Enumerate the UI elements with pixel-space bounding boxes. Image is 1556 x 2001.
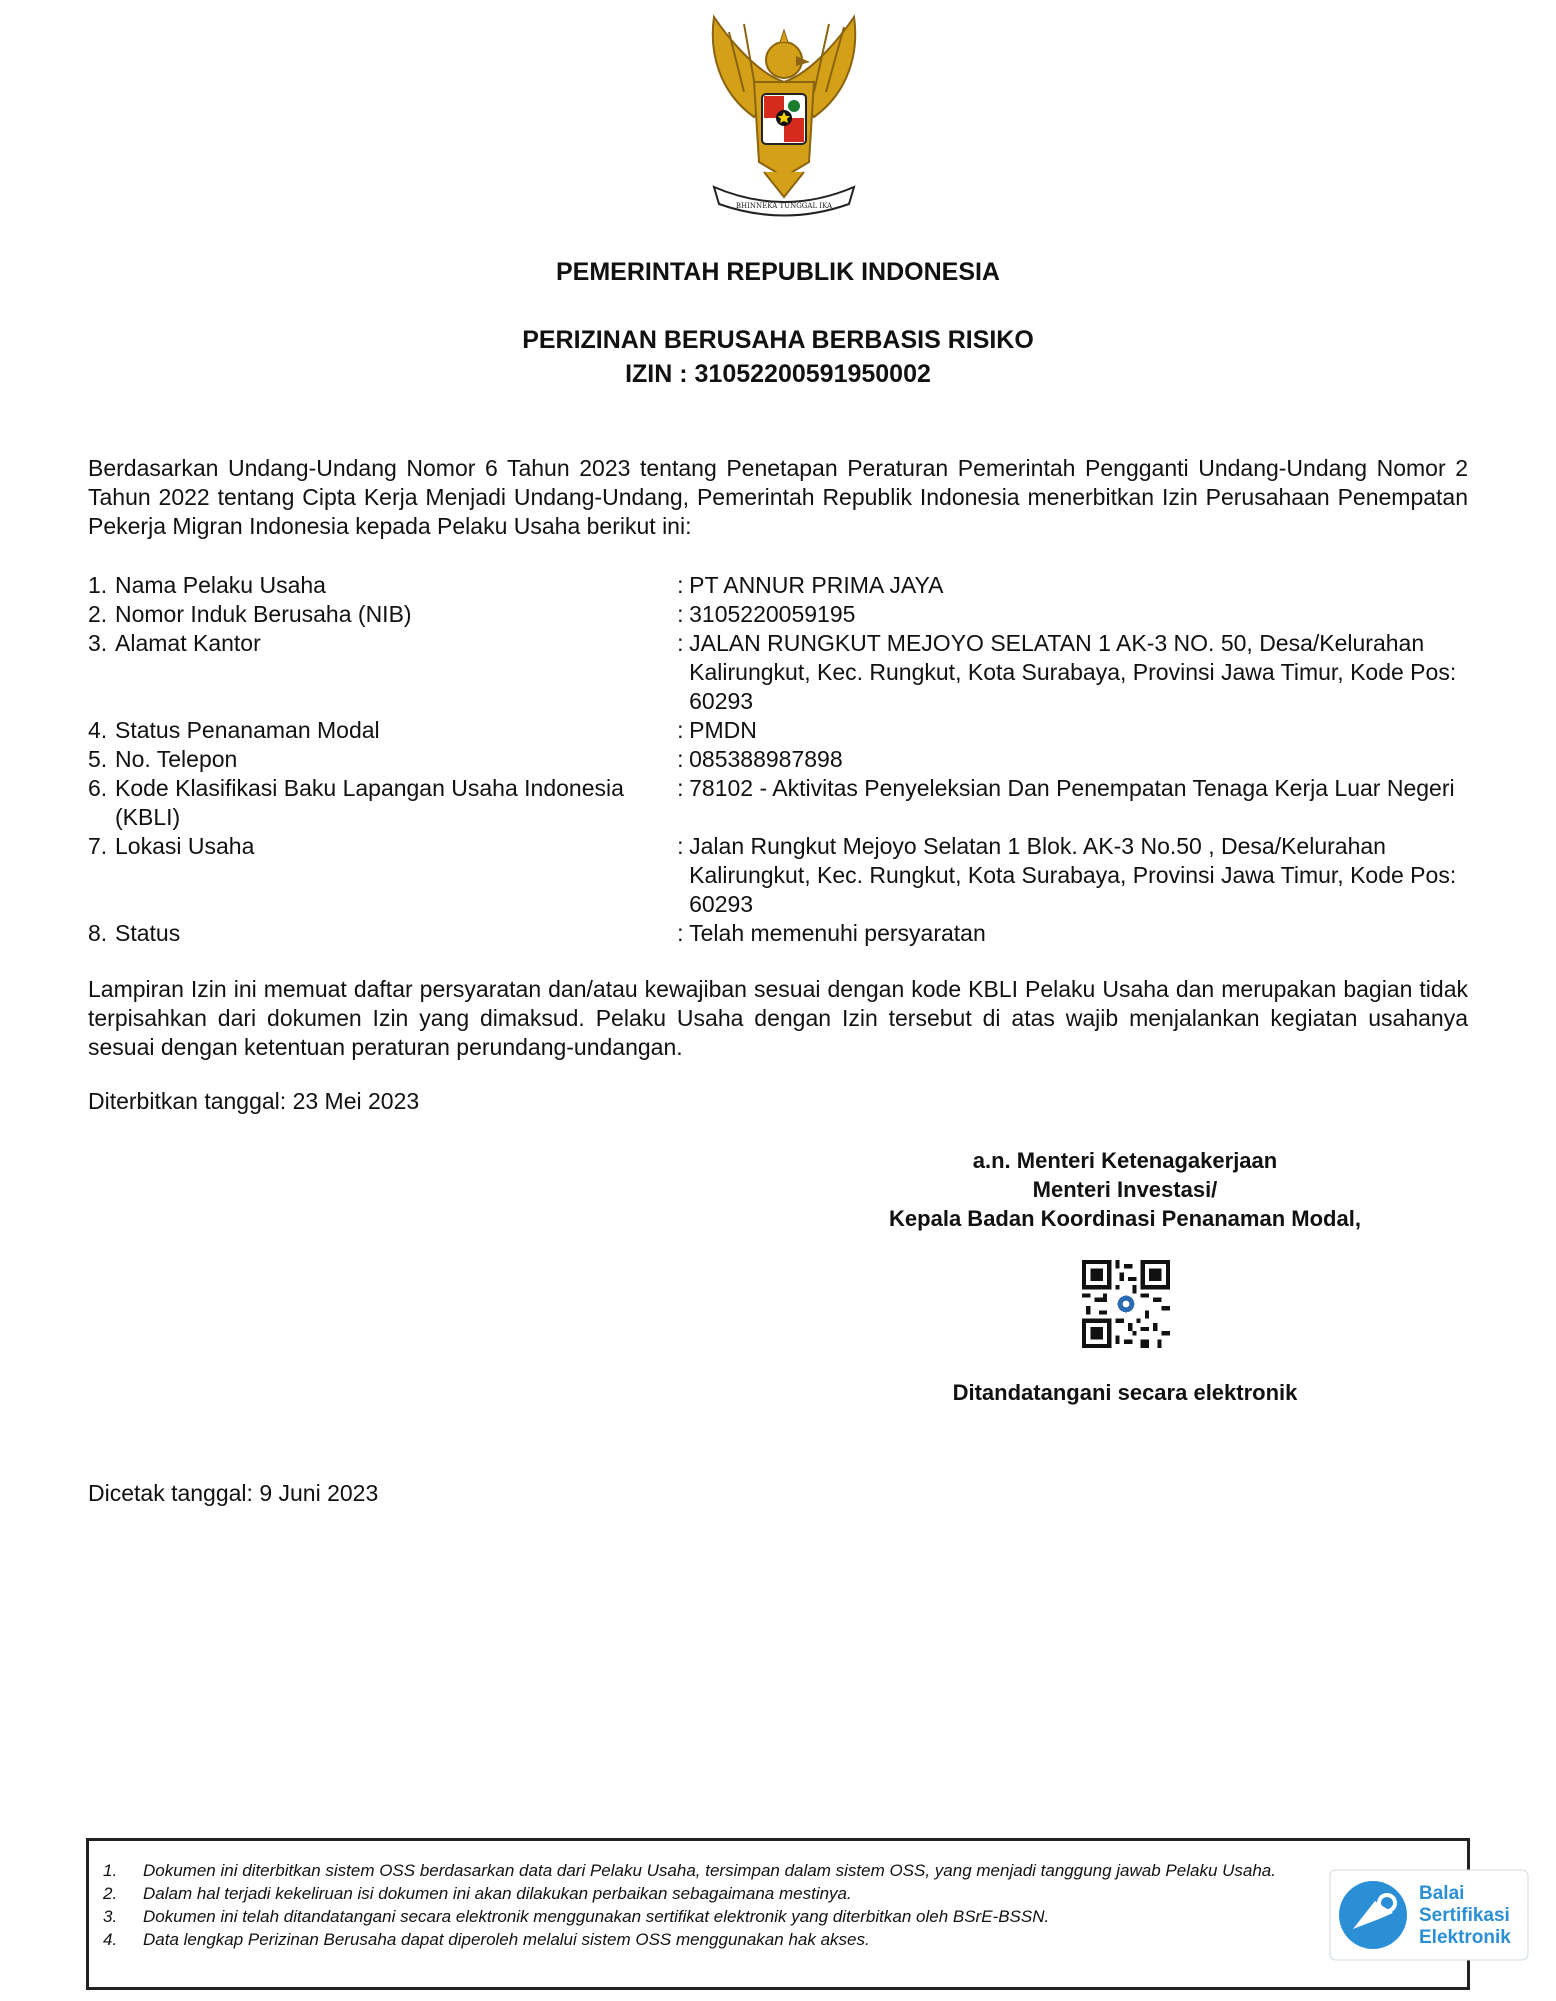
bse-logo-icon [1329, 1869, 1529, 1961]
field-label-text: Nama Pelaku Usaha [115, 572, 326, 598]
field-label-text: No. Telepon [115, 746, 238, 772]
field-row [88, 774, 1468, 832]
field-label [88, 919, 677, 948]
bse-logo-line-2: Sertifikasi [1419, 1905, 1510, 1926]
signatory-block [840, 1146, 1410, 1233]
footer-note-number: 4. [103, 1930, 118, 1949]
footer-note-text: Data lengkap Perizinan Berusaha dapat diperoleh melalui sistem OSS menggunakan hak akses. [143, 1930, 870, 1949]
bse-logo-line-3: Elektronik [1419, 1927, 1511, 1948]
field-label-text: Lokasi Usaha [115, 833, 255, 859]
field-value: Jalan Rungkut Mejoyo Selatan 1 Blok. AK-3 No.50 , Desa/Kelurahan Kalirungkut, Kec. Rungkut, Kota Surabaya, Provinsi Jawa Timur, Kode Pos: 60293 [689, 833, 1457, 917]
emblem-motto: BHINNEKA TUNGGAL IKA [735, 202, 833, 210]
field-colon: : [677, 717, 684, 743]
field-label [88, 629, 677, 716]
field-label-text: Status [115, 920, 181, 946]
field-value: PMDN [689, 717, 757, 743]
signatory-line-3: Kepala Badan Koordinasi Penanaman Modal, [889, 1206, 1361, 1231]
footer-note-text: Dokumen ini telah ditandatangani secara elektronik menggunakan sertifikat elektronik yang diterbitkan oleh BSrE-BSSN. [143, 1907, 1050, 1926]
field-value: 78102 - Aktivitas Penyeleksian Dan Penempatan Tenaga Kerja Luar Negeri [689, 775, 1455, 801]
signed-electronically-note: Ditandatangani secara elektronik [952, 1380, 1298, 1405]
field-value: PT ANNUR PRIMA JAYA [689, 572, 944, 598]
garuda-emblem-icon [684, 12, 884, 222]
field-value: Telah memenuhi persyaratan [689, 920, 986, 946]
field-colon: : [677, 601, 684, 627]
footer-note-number: 3. [103, 1907, 118, 1926]
footer-notes-list [103, 1859, 1333, 1951]
field-label [88, 774, 677, 832]
intro-paragraph: Berdasarkan Undang-Undang Nomor 6 Tahun 2023 tentang Penetapan Peraturan Pemerintah Pengganti Undang-Undang Nomor 2 Tahun 2022 tentang Cipta Kerja Menjadi Undang-Undang, Pemerintah Republik Indonesia menerbitkan Izin Perusahaan Penempatan Pekerja Migran Indonesia kepada Pelaku Usaha berikut ini: [88, 455, 1468, 539]
field-label [88, 745, 677, 774]
field-value: 3105220059195 [689, 601, 856, 627]
field-number: 6. [88, 775, 108, 801]
field-value: JALAN RUNGKUT MEJOYO SELATAN 1 AK-3 NO. 50, Desa/Kelurahan Kalirungkut, Kec. Rungkut, Kota Surabaya, Provinsi Jawa Timur, Kode Pos: 60293 [689, 630, 1457, 714]
field-row [88, 745, 1468, 774]
field-colon: : [677, 775, 684, 801]
field-row [88, 716, 1468, 745]
footer-notes-box [86, 1838, 1511, 1990]
field-number: 2. [88, 601, 108, 627]
footer-note [103, 1882, 1333, 1905]
qr-code-icon[interactable] [1082, 1260, 1170, 1348]
field-colon: : [677, 630, 684, 656]
issued-date: Diterbitkan tanggal: 23 Mei 2023 [88, 1088, 420, 1114]
field-number: 4. [88, 717, 108, 743]
field-number: 8. [88, 920, 108, 946]
field-label [88, 600, 677, 629]
footer-note [103, 1859, 1333, 1882]
field-row [88, 629, 1468, 716]
attachment-paragraph: Lampiran Izin ini memuat daftar persyaratan dan/atau kewajiban sesuai dengan kode KBLI Pelaku Usaha dan merupakan bagian tidak terpisahkan dari dokumen Izin yang dimaksud. Pelaku Usaha dengan Izin tersebut di atas wajib menjalankan kegiatan usahanya sesuai dengan ketentuan peraturan perundang-undangan. [88, 976, 1468, 1060]
footer-note-number: 2. [103, 1884, 118, 1903]
footer-note-number: 1. [103, 1861, 118, 1880]
field-colon: : [677, 833, 684, 859]
field-number: 1. [88, 572, 108, 598]
field-value: 085388987898 [689, 746, 843, 772]
field-colon: : [677, 746, 684, 772]
footer-note-text: Dalam hal terjadi kekeliruan isi dokumen ini akan dilakukan perbaikan sebagaimana mestinya. [143, 1884, 852, 1903]
footer-note [103, 1905, 1333, 1928]
field-colon: : [677, 572, 684, 598]
field-label-text: Kode Klasifikasi Baku Lapangan Usaha Indonesia (KBLI) [115, 775, 624, 830]
footer-note [103, 1928, 1333, 1951]
field-row [88, 832, 1468, 919]
field-row [88, 919, 1468, 948]
signatory-line-1: a.n. Menteri Ketenagakerjaan [972, 1148, 1278, 1173]
permit-type-title: PERIZINAN BERUSAHA BERBASIS RISIKO [522, 326, 1034, 354]
field-row [88, 600, 1468, 629]
printed-date: Dicetak tanggal: 9 Juni 2023 [88, 1480, 379, 1506]
government-title: PEMERINTAH REPUBLIK INDONESIA [555, 258, 1000, 286]
signatory-line-2: Menteri Investasi/ [1032, 1177, 1218, 1202]
field-label-text: Alamat Kantor [115, 630, 261, 656]
field-number: 5. [88, 746, 108, 772]
field-label [88, 716, 677, 745]
field-label-text: Status Penanaman Modal [115, 717, 380, 743]
field-label-text: Nomor Induk Berusaha (NIB) [115, 601, 412, 627]
permit-number: IZIN : 31052200591950002 [625, 360, 931, 388]
field-label [88, 832, 677, 919]
field-label [88, 571, 677, 600]
footer-note-text: Dokumen ini diterbitkan sistem OSS berdasarkan data dari Pelaku Usaha, tersimpan dalam sistem OSS, yang menjadi tanggung jawab Pelaku Usaha. [143, 1861, 1276, 1880]
field-number: 3. [88, 630, 108, 656]
field-colon: : [677, 920, 684, 946]
business-details [88, 571, 1468, 948]
field-row [88, 571, 1468, 600]
bse-logo-line-1: Balai [1419, 1883, 1465, 1904]
field-number: 7. [88, 833, 108, 859]
